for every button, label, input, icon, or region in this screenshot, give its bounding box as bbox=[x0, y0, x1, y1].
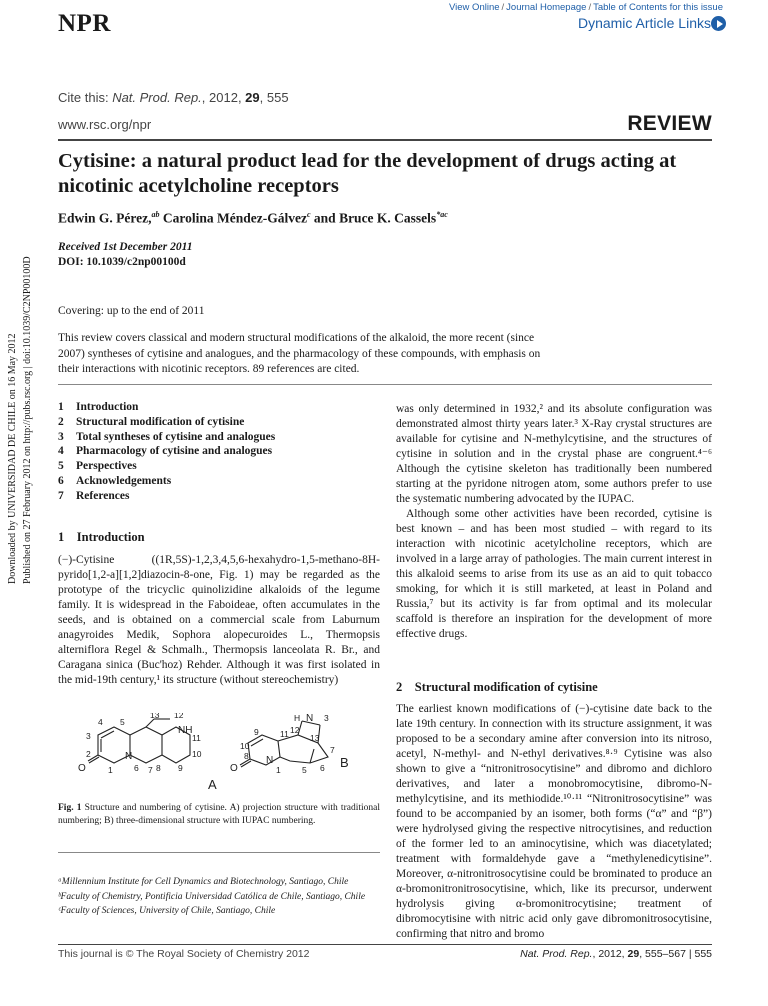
footer-rule bbox=[58, 944, 712, 945]
affiliation-item: ᵇFaculty of Chemistry, Pontificia Universidad Católica de Chile, Santiago, Chile bbox=[58, 891, 366, 902]
cite-page: , 555 bbox=[259, 90, 289, 105]
toc-item[interactable] bbox=[58, 444, 378, 459]
side-published-note: Published on 27 February 2012 on http://pubs.rsc.org | doi:10.1039/C2NP00100D bbox=[22, 256, 33, 584]
cite-prefix: Cite this: bbox=[58, 90, 113, 105]
footer-pages: , 555–567 | 555 bbox=[639, 948, 712, 960]
toc-label: Structural modification of cytisine bbox=[76, 415, 245, 428]
toc-label: Total syntheses of cytisine and analogues bbox=[76, 430, 276, 443]
table-of-contents bbox=[58, 400, 378, 504]
atom-label: 12 bbox=[174, 713, 184, 720]
affiliation-item: ᵃMillennium Institute for Cell Dynamics and Biotechnology, Santiago, Chile bbox=[58, 877, 349, 887]
intro-paragraph-2: was only determined in 1932,² and its absolute configuration was demonstrated almost thirty years later.³ X-Ray crystal structures are available for cytisine and N-methylcytisine, and the structures of cytisine in solution and in the crystal phase are congruent.⁴⁻⁶ Although the cytisine skeleton has traditionally been numbered starting at the pyridone nitrogen atom, some authors prefer to use the systematic numbering advocated by the IUPAC. bbox=[396, 403, 712, 505]
doi: DOI: 10.1039/c2np00100d bbox=[58, 256, 186, 268]
atom-label: 8 bbox=[244, 751, 249, 761]
author-name: Edwin G. Pérez, bbox=[58, 210, 152, 226]
footer-volume: 29 bbox=[627, 948, 640, 960]
atom-label: 1 bbox=[108, 765, 113, 775]
dynamic-article-links[interactable]: Dynamic Article Links bbox=[577, 15, 711, 31]
cite-journal: Nat. Prod. Rep. bbox=[112, 90, 202, 105]
figure-panel-label: A bbox=[208, 777, 217, 792]
journal-code: NPR bbox=[58, 10, 111, 37]
header-rule bbox=[58, 139, 712, 141]
atom-label: 3 bbox=[324, 713, 329, 723]
atom-label: 12 bbox=[290, 725, 300, 735]
toc-number: 5 bbox=[58, 460, 64, 473]
author-list bbox=[58, 210, 698, 227]
author-affil-sup: c bbox=[306, 210, 311, 219]
atom-label: 2 bbox=[86, 749, 91, 759]
author-name: and Bruce K. Cassels bbox=[310, 210, 437, 226]
toc-item[interactable] bbox=[58, 415, 378, 430]
figure-caption-text: Structure and numbering of cytisine. A) projection structure with traditional numbering; B) three-dimensional structure with IUPAC numbering. bbox=[58, 803, 380, 826]
cite-volume: 29 bbox=[245, 90, 260, 105]
atom-label: 13 bbox=[150, 713, 160, 720]
affiliation-item: ᶜFaculty of Sciences, University of Chile, Santiago, Chile bbox=[58, 906, 276, 916]
atom-label: N bbox=[125, 751, 133, 762]
atom-label: 10 bbox=[240, 741, 250, 751]
journal-homepage-link[interactable]: Journal Homepage bbox=[506, 2, 587, 13]
abstract: This review covers classical and modern structural modifications of the alkaloid, the more recent (since 2007) syntheses of cytisine and analogues, and the pharmacology of these compounds, with emphasis on their interactions with nicotinic receptors. 89 references are cited. bbox=[58, 332, 541, 375]
toc-item[interactable] bbox=[58, 474, 378, 489]
footnote-rule bbox=[58, 852, 380, 853]
structural-paragraph: The earliest known modifications of (−)-cytisine date back to the late 19th century. In connection with its structure assignment, it was proposed to be a secondary amine after conversion into its nitroso, acetyl, N-methyl- and N-ethyl derivatives.⁸·⁹ Cytisine was also shown to give a “nitronitrosocytisine” and dibromo and dichloro derivatives, and later a monobromocytisine, dibromo-N-methylcytisine, and its methiodide.¹⁰·¹¹ “Nitronitrosocytisine” was found to be accompanied by an isomer, both forms (“α” and “β”) were hydrolysed giving the respective nitrocytisines, and reduction of the former led to an aminocytisine, which was diacetylated; treatment with formaldehyde gave a “methylenedicytisine”. Moreover, α-nitronitrosocytisine could be brominated to produce an α-bromonitronitrosocytisine, which, like its precursor, underwent hydrolysis giving α-bromonitrocytisine; treatment of dibromocytisine with nitric acid only gave dibromonitrosocytisine, confirming that nitro and bromo bbox=[396, 703, 712, 940]
toc-number: 6 bbox=[58, 474, 64, 487]
journal-url[interactable]: www.rsc.org/npr bbox=[58, 117, 152, 132]
atom-label: NH bbox=[178, 725, 193, 736]
covering-note: Covering: up to the end of 2011 bbox=[58, 305, 205, 317]
section-heading-structural: 2 Structural modification of cytisine bbox=[396, 680, 598, 694]
atom-label: 8 bbox=[156, 763, 161, 773]
top-links: View Online / Journal Homepage / Table of Contents for this issue bbox=[449, 2, 723, 13]
atom-label: 7 bbox=[330, 745, 335, 755]
atom-label: 10 bbox=[192, 749, 202, 759]
author-name: Carolina Méndez-Gálvez bbox=[159, 210, 307, 226]
atom-label: 9 bbox=[254, 727, 259, 737]
atom-label: N bbox=[266, 755, 274, 766]
atom-label: 7 bbox=[148, 765, 153, 775]
toc-item[interactable] bbox=[58, 400, 378, 415]
atom-label: 11 bbox=[280, 729, 289, 739]
toc-label: Introduction bbox=[76, 401, 139, 413]
footer-journal: Nat. Prod. Rep. bbox=[520, 948, 593, 960]
atom-label: 1 bbox=[276, 765, 281, 775]
toc-label: Perspectives bbox=[76, 460, 137, 473]
toc-number: 7 bbox=[58, 489, 64, 502]
section-heading-introduction: 1 Introduction bbox=[58, 530, 145, 544]
introduction-paragraph: (−)-Cytisine ((1R,5S)-1,2,3,4,5,6-hexahydro-1,5-methano-8H-pyrido[1,2-a][1,2]diazocin-8-one, Fig. 1) may be regarded as the prototype of the tricyclic quinolizidine alkaloids of the legume family. It is widespread in the Faboideae, often accumulates in the seeds, and is obtained on a commercial scale from Laburnum anagyroides Medik, Sophora alopecuroides L., Thermopsis alterniflora Regel & Schmalh., Thermopsis lanceolata R. Br., and Caragana sinica (Buc'hoz) Rehder. Although it was first isolated in the mid-19th century,¹ its structure (without stereochemistry) bbox=[58, 554, 380, 686]
atom-label: 6 bbox=[134, 763, 139, 773]
cytisine-structure-drawing bbox=[58, 713, 380, 798]
author-affil-sup: ab bbox=[151, 210, 160, 219]
cite-year: , 2012, bbox=[201, 90, 246, 105]
footer-year: , 2012, bbox=[592, 948, 628, 960]
footer-citation bbox=[520, 948, 712, 960]
citation-line bbox=[58, 90, 289, 105]
atom-label: 13 bbox=[310, 733, 320, 743]
atom-label: 9 bbox=[178, 763, 183, 773]
atom-label: 3 bbox=[86, 731, 91, 741]
atom-label: 4 bbox=[98, 717, 103, 727]
atom-label: O bbox=[230, 763, 238, 774]
figure-caption-lead: Fig. 1 bbox=[58, 803, 82, 813]
toc-number: 4 bbox=[58, 445, 64, 458]
article-type-label: REVIEW bbox=[627, 112, 712, 135]
atom-label: 5 bbox=[302, 765, 307, 775]
atom-label: 6 bbox=[320, 763, 325, 773]
toc-label: Acknowledgements bbox=[76, 474, 172, 487]
intro-paragraph-3: Although some other activities have been recorded, cytisine is best known – and has been most studied – with regard to its interaction with nicotinic acetylcholine receptors, which are involved in a large array of pathologies. The main current interest in this alkaloid seems to arise from its use as an aid to quit tobacco smoking, for which it is still marketed, at least in Poland and Russia,⁷ but its activity is far from optimal and its molecular scaffold is therefore an inspiration for the development of more effective drugs. bbox=[396, 508, 712, 640]
side-downloaded-note: Downloaded by UNIVERSIDAD DE CHILE on 16 May 2012 bbox=[7, 333, 18, 584]
footer-copyright: This journal is © The Royal Society of Chemistry 2012 bbox=[58, 948, 310, 960]
table-of-contents-link[interactable]: Table of Contents for this issue bbox=[593, 2, 723, 13]
toc-number: 1 bbox=[58, 401, 64, 413]
atom-label: 11 bbox=[192, 733, 201, 743]
abstract-rule bbox=[58, 384, 712, 385]
toc-number: 2 bbox=[58, 415, 64, 428]
author-affil-sup: *ac bbox=[436, 210, 448, 219]
figure-panel-label: B bbox=[340, 755, 349, 770]
toc-label: Pharmacology of cytisine and analogues bbox=[76, 445, 273, 458]
received-date: Received 1st December 2011 bbox=[58, 241, 193, 253]
atom-label: O bbox=[78, 763, 86, 774]
figure-caption bbox=[58, 802, 380, 827]
figure-1-structures bbox=[58, 713, 380, 798]
article-title: Cytisine: a natural product lead for the development of drugs acting at nicotinic acetylcholine receptors bbox=[58, 150, 677, 197]
toc-item[interactable] bbox=[58, 459, 378, 474]
toc-label: References bbox=[76, 489, 130, 502]
toc-item[interactable] bbox=[58, 489, 378, 504]
play-arrow-icon[interactable] bbox=[711, 16, 726, 31]
affiliations bbox=[58, 877, 380, 921]
toc-number: 3 bbox=[58, 430, 64, 443]
atom-label: 5 bbox=[120, 717, 125, 727]
atom-label: N bbox=[306, 713, 314, 724]
atom-label: H bbox=[294, 713, 301, 723]
view-online-link[interactable]: View Online bbox=[449, 2, 500, 13]
toc-item[interactable] bbox=[58, 430, 378, 445]
introduction-continued bbox=[396, 402, 712, 642]
